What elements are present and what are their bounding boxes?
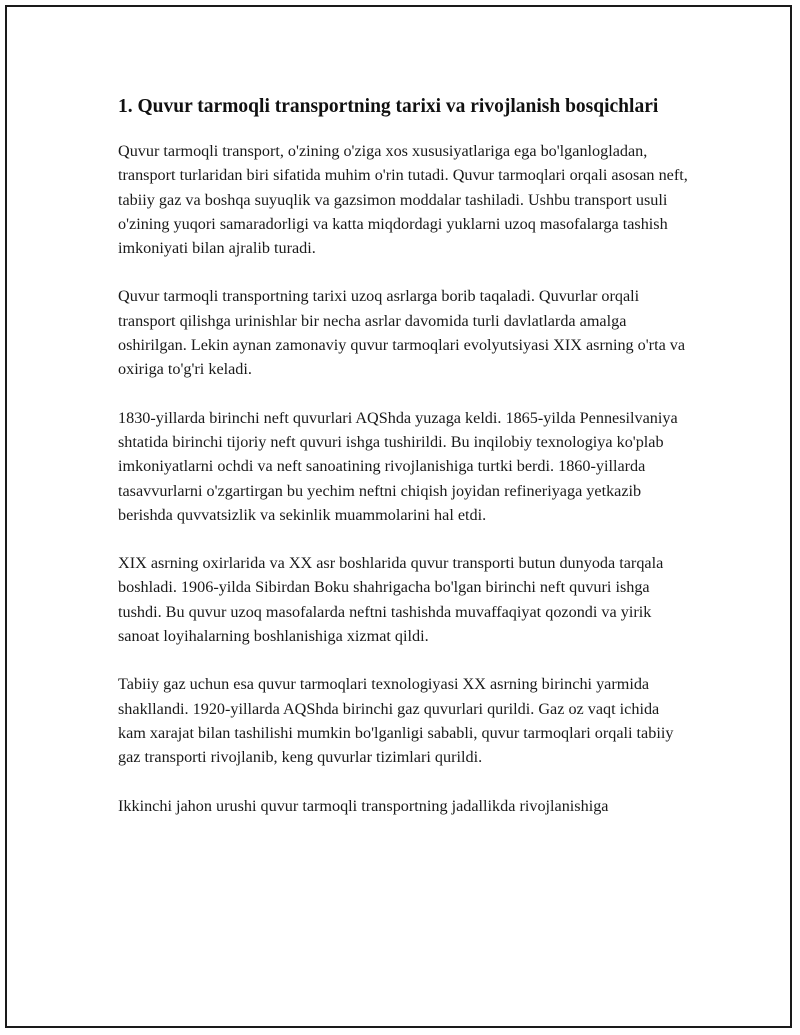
document-body (118, 93, 690, 818)
paragraph-intro: Quvur tarmoqli transport, o'zining o'ziga xos xususiyatlariga ega bo'lganlogladan, transport turlaridan biri sifatida muhim o'rin tutadi. Quvur tarmoqlari orqali asosan neft, tabiiy gaz va boshqa suyuqlik va gazsimon moddalar tashiladi. Ushbu transport usuli o'zining yuqori samaradorligi va katta miqdordagi yuklarni uzoq masofalarga tashish imkoniyati bilan ajralib turadi. (118, 142, 688, 258)
paragraph-gas-pipelines: Tabiiy gaz uchun esa quvur tarmoqlari texnologiyasi XX asrning birinchi yarmida shakllandi. 1920-yillarda AQShda birinchi gaz quvurlari qurildi. Gaz oz vaqt ichida kam xarajat bilan tashilishi mumkin bo'lganligi sababli, quvur tarmoqlari orqali tabiiy gaz transporti rivojlanib, keng quvurlar tizimlari qurildi. (118, 675, 674, 767)
paragraph-oil-pipelines: 1830-yillarda birinchi neft quvurlari AQShda yuzaga keldi. 1865-yilda Pennesilvaniya shtatida birinchi tijoriy neft quvuri ishga tushirildi. Bu inqilobiy texnologiya ko'plab imkoniyatlarni ochdi va neft sanoatining rivojlanishiga turtki berdi. 1860-yillarda tasavvurlarni o'zgartirgan bu yechim neftni chiqish joyidan refineriyaga yetkazib berishda quvvatsizlik va sekinlik muammolarini hal etdi. (118, 408, 678, 524)
section-heading: 1. Quvur tarmoqli transportning tarixi va rivojlanish bosqichlari (118, 96, 659, 117)
paragraph-ww2: Ikkinchi jahon urushi quvur tarmoqli transportning jadallikda rivojlanishiga (118, 796, 609, 815)
paragraph-history: Quvur tarmoqli transportning tarixi uzoq asrlarga borib taqaladi. Quvurlar orqali transport qilishga urinishlar bir necha asrlar davomida turli davlatlarda amalga oshirilgan. Lekin aynan zamonaviy quvur tarmoqlari evolyutsiyasi XIX asrning o'rta va oxiriga to'g'ri keladi. (118, 287, 686, 379)
paragraph-global-spread: XIX asrning oxirlarida va XX asr boshlarida quvur transporti butun dunyoda tarqala boshladi. 1906-yilda Sibirdan Boku shahrigacha bo'lgan birinchi neft quvuri ishga tushdi. Bu quvur uzoq masofalarda neftni tashishda muvaffaqiyat qozondi va yirik sanoat loyihalarning boshlanishiga xizmat qildi. (118, 554, 664, 646)
